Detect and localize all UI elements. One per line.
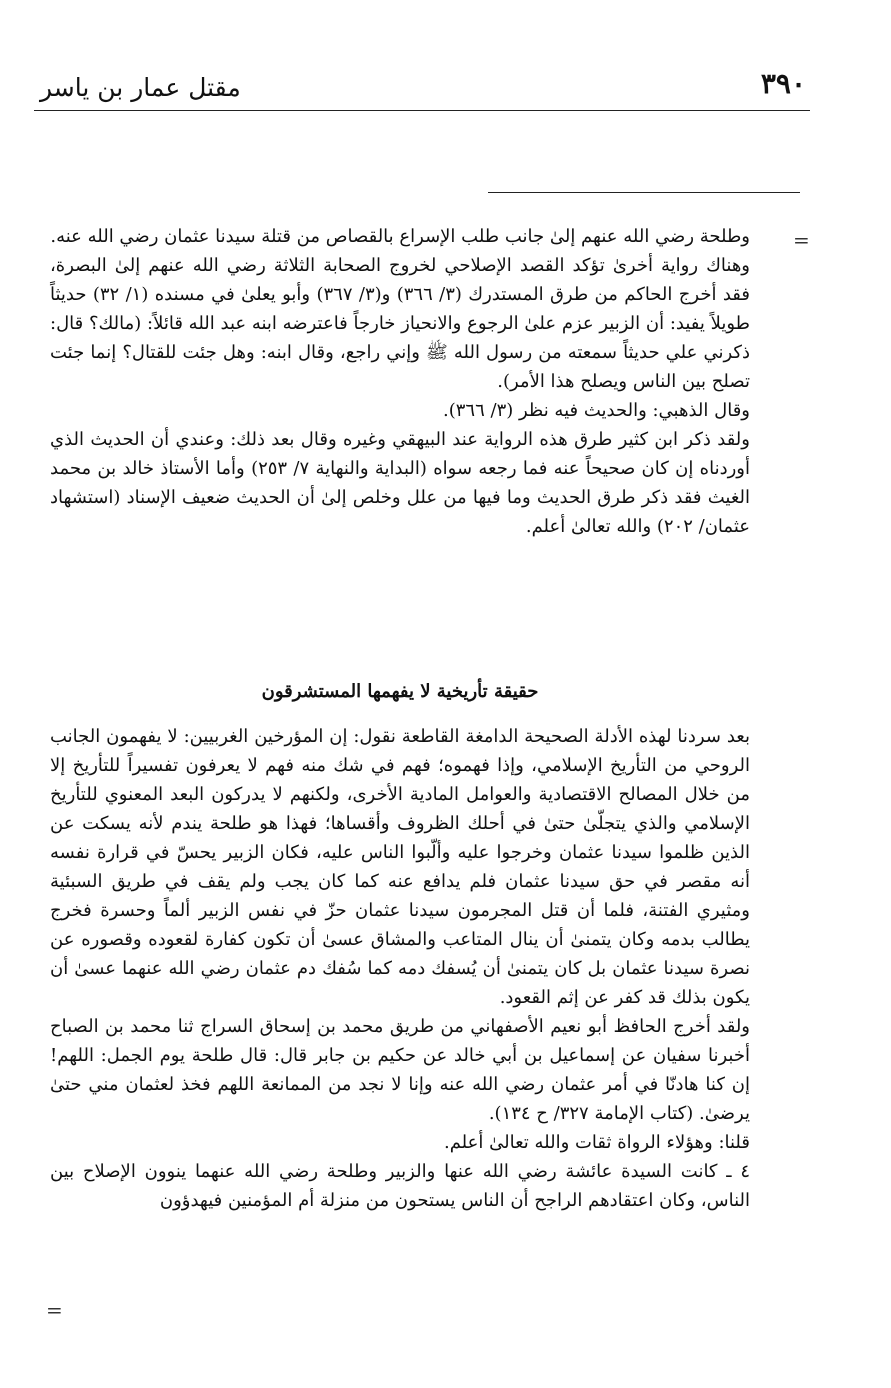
paragraph: ولقد ذكر ابن كثير طرق هذه الرواية عند البيهقي وغيره وقال بعد ذلك: وعندي أن الحديث الذي أوردناه إن كان صحيحاً عنه فما رجعه سواه (البداية والنهاية ٧/ ٢٥٣) وأما الأستاذ خالد بن محمد الغيث فقد ذكر طرق الحديث وما فيها من علل وخلص إلىٰ أن الحديث ضعيف الإسناد (استشهاد عثمان/ ٢٠٢) والله تعالىٰ أعلم. — [50, 429, 750, 537]
paragraph: ٤ ـ كانت السيدة عائشة رضي الله عنها والزبير وطلحة رضي الله عنهما ينوون الإصلاح بين الناس، وكان اعتقادهم الراجح أن الناس يستحون من منزلة أم المؤمنين فيهدؤون — [50, 1161, 750, 1211]
running-title: مقتل عمار بن ياسر — [40, 73, 241, 102]
paragraph: وطلحة رضي الله عنهم إلىٰ جانب طلب الإسراع بالقصاص من قتلة سيدنا عثمان رضي الله عنه. — [50, 226, 750, 247]
continuation-mark-end: = — [46, 1298, 63, 1322]
section-body — [50, 722, 750, 1215]
footnote-rule — [488, 192, 800, 193]
continuation-mark-start: = — [793, 228, 810, 252]
page-number: ٣٩٠ — [760, 67, 806, 100]
footnote-block — [50, 222, 750, 541]
paragraph: بعد سردنا لهذه الأدلة الصحيحة الدامغة القاطعة نقول: إن المؤرخين الغربيين: لا يفهمون الجانب الروحي من التأريخ الإسلامي، وإذا فهموه؛ فهم في شك منه فهم لا يعرفون تفسيراً للتأريخ إلا من خلال المصالح الاقتصادية والعوامل المادية الأخرى، ولكنهم لا يدركون البعد المعنوي للتأريخ الإسلامي والذي يتجلّىٰ حتىٰ في أحلك الظروف وأقساها؛ فهذا هو طلحة يندم لأنه يسكت عن الذين ظلموا سيدنا عثمان وخرجوا عليه وألّبوا الناس عليه، فكان الزبير يحسّ في قرارة نفسه أنه مقصر في حق سيدنا عثمان فلم يدافع عنه كما كان يجب ولم يقف في طريق السبئية ومثيري الفتنة، فلما أن قتل المجرمون سيدنا عثمان حزّ في نفس الزبير ألماً وحسرة فخرج يطالب بدمه وكان يتمنىٰ أن ينال المتاعب والمشاق عسىٰ أن تكون كفارة لقعوده وقصوره عن نصرة سيدنا عثمان بل كان يتمنىٰ أن يُسفك دمه كما سُفك دم عثمان رضي الله عنهما عسىٰ أن يكون بذلك قد كفر عن إثم القعود. — [50, 726, 750, 1008]
paragraph: ولقد أخرج الحافظ أبو نعيم الأصفهاني من طريق محمد بن إسحاق السراج ثنا محمد بن الصباح أخبرنا سفيان عن إسماعيل بن أبي خالد عن حكيم بن جابر قال: قال طلحة يوم الجمل: اللهم! إن كنا هادنّا في أمر عثمان رضي الله عنه وإنا لا نجد من الممانعة اللهم فخذ لعثمان مني حتىٰ يرضىٰ. (كتاب الإمامة ٣٢٧/ ح ١٣٤). — [50, 1016, 750, 1124]
paragraph: وقال الذهبي: والحديث فيه نظر (٣/ ٣٦٦). — [443, 400, 750, 421]
paragraph: قلنا: وهؤلاء الرواة ثقات والله تعالىٰ أعلم. — [443, 1132, 750, 1153]
header-rule — [34, 110, 810, 111]
paragraph: وهناك رواية أخرىٰ تؤكد القصد الإصلاحي لخروج الصحابة الثلاثة رضي الله عنهم إلىٰ البصرة، فقد أخرج الحاكم من طرق المستدرك (٣/ ٣٦٦) و(٣/ ٣٦٧) وأبو يعلىٰ في مسنده (١/ ٣٢) حديثاً طويلاً يفيد: أن الزبير عزم علىٰ الرجوع والانحياز خارجاً فاعترضه ابنه عبد الله قائلاً: (مالك؟ قال: ذكرني علي حديثاً سمعته من رسول الله ﷺ وإني راجع، وقال ابنه: وهل جئت للقتال؟ إنما جئت تصلح بين الناس ويصلح هذا الأمر). — [50, 255, 750, 392]
section-heading: حقيقة تأريخية لا يفهمها المستشرقون — [261, 681, 539, 702]
